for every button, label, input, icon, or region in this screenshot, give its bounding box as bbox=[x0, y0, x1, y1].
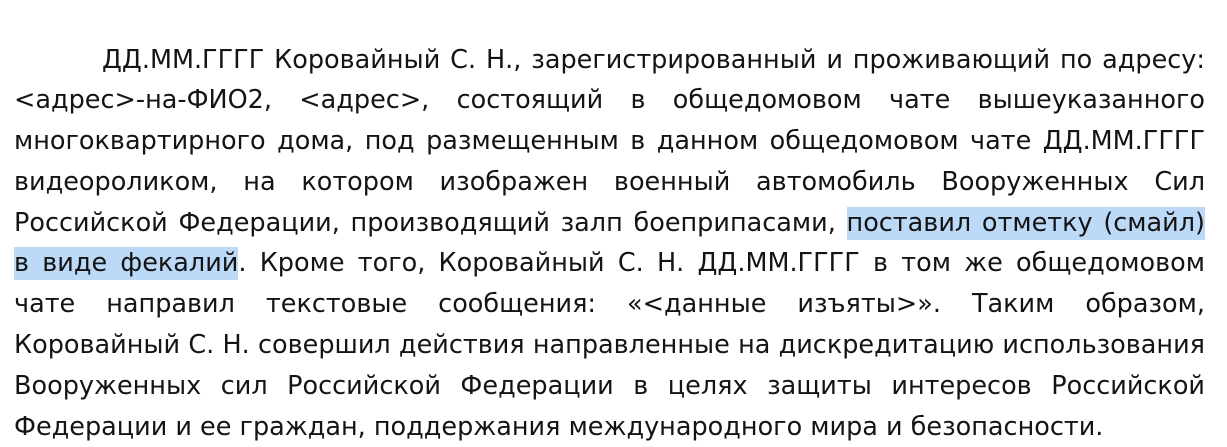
paragraph-segment-3: . Кроме того, Коровайный С. Н. ДД.ММ.ГГГГ в том же общедомовом чате направил текстовые сообщения: «<данные изъяты>». Таким образом, Коровайный С. Н. совершил действия направленные на дискредитацию использования Вооруженных сил Российской Федерации в целях защиты интересов Российской Федерации и ее граждан, поддержания международного мира и безопасности. bbox=[14, 248, 1205, 441]
paragraph-segment-1: ДД.ММ.ГГГГ Коровайный С. Н., зарегистрированный и проживающий по адресу: <адрес>-на-ФИО2, <адрес>, состоящий в общедомовом чате вышеуказанного многоквартирного дома, под размещенным в данном общедомовом чате ДД.ММ.ГГГГ видеороликом, на котором изображен военный автомобиль Вооруженных Сил Российской Федерации, производящий залп боеприпасами, bbox=[14, 45, 1205, 238]
document-paragraph bbox=[14, 40, 1205, 447]
highlighted-text: поставил отметку (смайл) в виде фекалий bbox=[14, 207, 1205, 281]
